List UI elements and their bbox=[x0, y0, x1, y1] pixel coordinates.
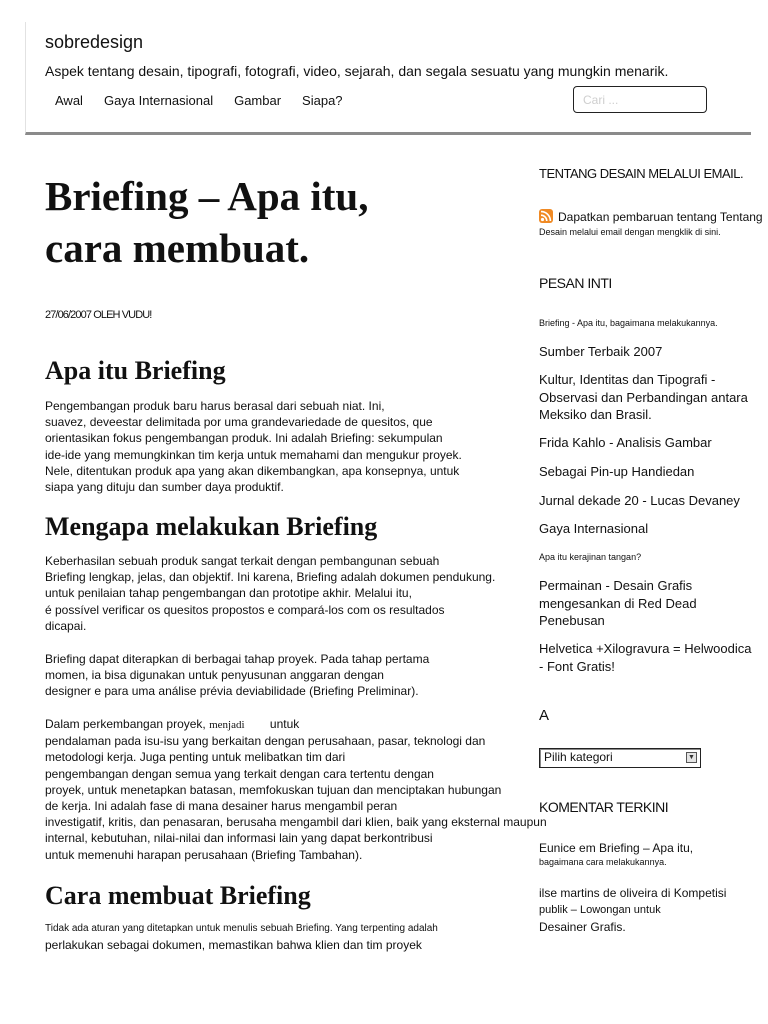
text-line: proyek, untuk menetapkan batasan, memfokuskan tujuan dan menciptakan hubungan bbox=[45, 782, 502, 797]
text-line: ide-ide yang memungkinkan tim kerja untuk memahami dan mengukur proyek. bbox=[45, 447, 462, 462]
site-description: Aspek tentang desain, tipografi, fotografi, video, sejarah, dan segala sesuatu yang mungkin menarik. bbox=[45, 63, 669, 79]
text-line: Pengembangan produk baru harus berasal dari sebuah niat. Ini, bbox=[45, 399, 385, 413]
section-paragraph bbox=[45, 398, 462, 495]
text-line: siapa yang dituju dan sumber daya produktif. bbox=[45, 480, 284, 495]
site-title[interactable]: sobredesign bbox=[45, 32, 144, 52]
sidebar-post-link[interactable]: Sumber Terbaik 2007 bbox=[539, 344, 663, 359]
category-select-value: Pilih kategori bbox=[544, 750, 613, 764]
text-line: dicapai. bbox=[45, 618, 87, 633]
sidebar-post-link[interactable]: Frida Kahlo - Analisis Gambar bbox=[539, 435, 712, 450]
text-line: Tidak ada aturan yang ditetapkan untuk menulis sebuah Briefing. Yang terpenting adalah bbox=[45, 923, 438, 934]
text-line: momen, ia bisa digunakan untuk penyusunan anggaran dengan bbox=[45, 668, 384, 683]
link-line: Kultur, Identitas dan Tipografi - bbox=[539, 372, 716, 387]
text-line: metodologi kerja. Juga penting untuk melibatkan tim dari bbox=[45, 750, 346, 765]
sidebar-post-link[interactable]: Apa itu kerajinan tangan? bbox=[539, 552, 642, 562]
rss-link-text[interactable]: Dapatkan pembaruan tentang Tentang bbox=[558, 210, 763, 224]
post-title-line-1: Briefing – Apa itu, bbox=[45, 173, 369, 219]
text-fragment: menjadi bbox=[209, 719, 245, 731]
text-line: pengembangan dengan semua yang terkait dengan cara tertentu dengan bbox=[45, 766, 434, 781]
text-fragment: untuk bbox=[269, 717, 300, 731]
link-line: Helvetica +Xilogravura = Helwoodica bbox=[539, 641, 752, 656]
text-line: Briefing dapat diterapkan di berbagai tahap proyek. Pada tahap pertama bbox=[45, 652, 430, 666]
text-line: perlakukan sebagai dokumen, memastikan bahwa klien dan tim proyek bbox=[45, 938, 422, 953]
categories-widget-title: A bbox=[539, 707, 549, 724]
text-line: Keberhasilan sebuah produk sangat terkait dengan pembangunan sebuah bbox=[45, 554, 440, 568]
nav-item-siapa[interactable]: Siapa? bbox=[302, 93, 343, 108]
sidebar-post-link[interactable] bbox=[539, 577, 697, 630]
text-line: pendalaman pada isu-isu yang berkaitan dengan perusahaan, pasar, teknologi dan bbox=[45, 734, 486, 749]
sidebar-post-link[interactable]: Sebagai Pin-up Handiedan bbox=[539, 464, 695, 479]
link-line: Penebusan bbox=[539, 613, 605, 628]
recent-comment-link[interactable]: bagaimana cara melakukannya. bbox=[539, 857, 667, 867]
sidebar-post-link[interactable]: Jurnal dekade 20 - Lucas Devaney bbox=[539, 493, 740, 508]
text-line: internal, kebutuhan, nilai-nilai dan informasi lain yang dapat berkontribusi bbox=[45, 831, 433, 846]
search-input[interactable] bbox=[573, 86, 707, 113]
nav-item-awal[interactable]: Awal bbox=[55, 93, 83, 108]
main-nav bbox=[55, 93, 364, 108]
text-fragment: Dalam perkembangan proyek, bbox=[45, 717, 206, 731]
post-meta: 27/06/2007 OLEH VUDU! bbox=[45, 309, 152, 321]
link-line: Permainan - Desain Grafis bbox=[539, 578, 693, 593]
link-line: Observasi dan Perbandingan antara bbox=[539, 389, 748, 405]
post-title-line-2: cara membuat. bbox=[45, 225, 310, 271]
sidebar-post-link[interactable]: Gaya Internasional bbox=[539, 521, 649, 536]
section-heading-cara-membuat: Cara membuat Briefing bbox=[45, 881, 311, 910]
nav-item-gambar[interactable]: Gambar bbox=[234, 93, 282, 108]
category-select[interactable] bbox=[539, 748, 701, 768]
email-widget-title: TENTANG DESAIN MELALUI EMAIL. bbox=[539, 166, 744, 181]
post-title bbox=[45, 170, 525, 274]
recent-comment-link[interactable]: publik – Lowongan untuk bbox=[539, 904, 661, 916]
text-line: untuk penilaian tahap pengembangan dan prototipe akhir. Melalui itu, bbox=[45, 586, 412, 601]
link-line: mengesankan di Red Dead bbox=[539, 595, 697, 611]
text-line: é possível verificar os quesitos propostos e compará-los com os resultados bbox=[45, 602, 445, 617]
recent-comment[interactable]: Eunice em Briefing – Apa itu, bbox=[539, 841, 694, 855]
sidebar-post-link[interactable] bbox=[539, 371, 748, 424]
text-line: investigatif, kritis, dan penasaran, berusaha mengambil dari klien, baik yang eksternal maupun bbox=[45, 815, 547, 830]
text-line: suavez, deveestar delimitada por uma grandevariedade de quesitos, que bbox=[45, 415, 433, 430]
text-line: orientasikan fokus pengembangan produk. Ini adalah Briefing: sekumpulan bbox=[45, 431, 443, 446]
section-heading-mengapa: Mengapa melakukan Briefing bbox=[45, 512, 378, 541]
article bbox=[45, 170, 547, 953]
rss-subscribe-link[interactable] bbox=[539, 209, 763, 224]
sidebar-post-link[interactable] bbox=[539, 640, 751, 675]
link-line: Meksiko dan Brasil. bbox=[539, 407, 652, 422]
posts-widget-title: PESAN INTI bbox=[539, 275, 612, 291]
link-line: - Font Gratis! bbox=[539, 658, 615, 674]
section-paragraph bbox=[45, 553, 495, 634]
section-heading-apa-itu: Apa itu Briefing bbox=[45, 356, 226, 385]
nav-item-gaya-internasional[interactable]: Gaya Internasional bbox=[103, 93, 214, 108]
site-header bbox=[25, 22, 751, 135]
rss-icon bbox=[539, 209, 553, 223]
recent-comment-link[interactable]: Desainer Grafis. bbox=[539, 920, 626, 934]
comments-widget-title: KOMENTAR TERKINI bbox=[539, 799, 669, 815]
rss-link-subtext[interactable]: Desain melalui email dengan mengklik di sini. bbox=[539, 227, 721, 237]
section-paragraph bbox=[45, 651, 429, 700]
section-paragraph bbox=[45, 716, 547, 863]
text-line: untuk memenuhi harapan perusahaan (Briefing Tambahan). bbox=[45, 847, 363, 862]
text-line: de kerja. Ini adalah fase di mana desainer harus mengambil peran bbox=[45, 799, 398, 814]
text-line: Nele, ditentukan produk apa yang akan dikembangkan, apa konsepnya, untuk bbox=[45, 463, 460, 478]
chevron-down-icon[interactable]: ▼ bbox=[686, 752, 697, 763]
section-paragraph bbox=[45, 921, 438, 953]
text-line: designer e para uma análise prévia deviabilidade (Briefing Preliminar). bbox=[45, 684, 419, 699]
recent-comment[interactable]: ilse martins de oliveira di Kompetisi bbox=[539, 886, 727, 900]
text-line: Briefing lengkap, jelas, dan objektif. Ini karena, Briefing adalah dokumen pendukung. bbox=[45, 570, 496, 585]
sidebar-post-link[interactable]: Briefing - Apa itu, bagaimana melakukannya. bbox=[539, 318, 718, 328]
text-line bbox=[45, 716, 547, 733]
